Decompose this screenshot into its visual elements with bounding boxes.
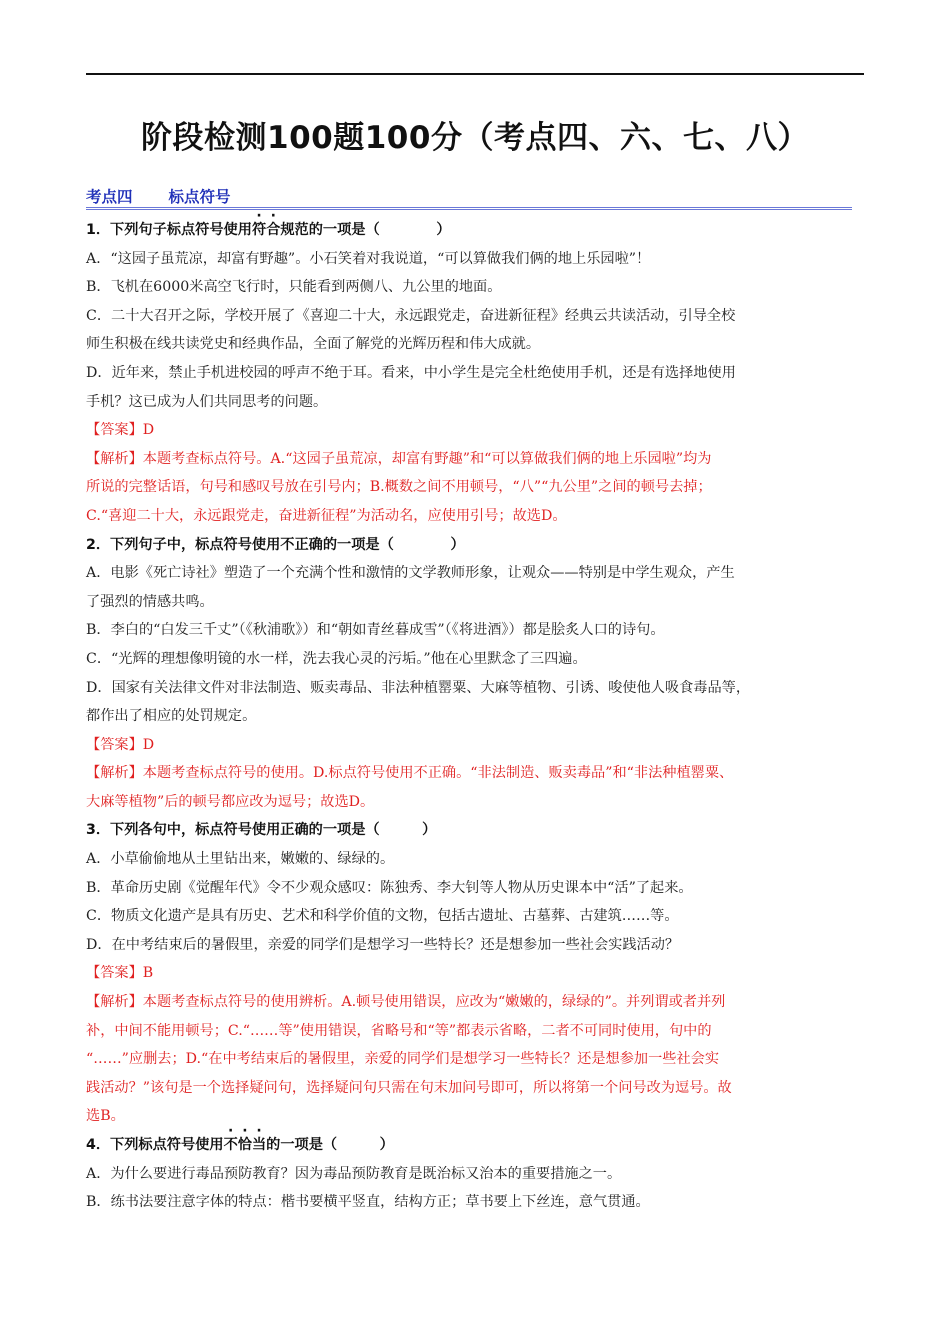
- question-1-option-c-cont: 师生积极在线共读党史和经典作品，全面了解党的光辉历程和伟大成就。: [86, 336, 541, 353]
- question-3-option-b: B．革命历史剧《觉醒年代》令不少观众感叹：陈独秀、李大钊等人物从历史课本中“活”了起来。: [86, 879, 693, 896]
- header-rule: [86, 73, 864, 75]
- section-topic: 标点符号: [168, 188, 231, 206]
- question-3-answer: 【答案】B: [86, 965, 154, 982]
- question-3-analysis: 【解析】本题考查标点符号的使用辨析。A.顿号使用错误，应改为“嫩嫩的，绿绿的”。并列谓或者并列: [86, 994, 726, 1011]
- question-list: [86, 216, 866, 1217]
- question-4-option-b: B．练书法要注意字体的特点：楷书要横平竖直，结构方正；草书要上下丝连，意气贯通。: [86, 1194, 650, 1211]
- question-2-stem: 2．下列句子中，标点符号使用不正确的一项是（ ）: [86, 536, 465, 553]
- section-label: 考点四: [86, 188, 133, 206]
- question-2-option-d-cont: 都作出了相应的处罚规定。: [86, 708, 257, 725]
- question-1-analysis: 【解析】本题考查标点符号。A.“这园子虽荒凉，却富有野趣”和“可以算做我们俩的地上乐园啦”均为: [86, 450, 712, 467]
- question-2-analysis: 【解析】本题考查标点符号的使用。D.标点符号使用不正确。“非法制造、贩卖毒品”和“非法种植罂粟、: [86, 765, 734, 782]
- question-1-option-d: D．近年来，禁止手机进校园的呼声不绝于耳。看来，中小学生是完全杜绝使用手机，还是有选择地使用: [86, 364, 736, 381]
- question-3-analysis-cont: 践活动？”该句是一个选择疑问句，选择疑问句只需在句末加问号即可，所以将第一个问号改为逗号。故: [86, 1079, 732, 1096]
- question-1-stem: 1．下列句子标点符号使用符合规范的一项是（ ）: [86, 222, 451, 238]
- question-3-option-c: C．物质文化遗产是具有历史、艺术和科学价值的文物，包括古遗址、古墓葬、古建筑……等。: [86, 908, 679, 925]
- question-2-option-a: A．电影《死亡诗社》塑造了一个充满个性和激情的文学教师形象，让观众——特别是中学生观众，产生: [86, 565, 735, 582]
- question-1-option-b: B．飞机在6000米高空飞行时，只能看到两侧八、九公里的地面。: [86, 279, 502, 296]
- question-4-stem: 4．下列标点符号使用不恰当的一项是（ ）: [86, 1137, 394, 1153]
- emphasis-char: 符: [251, 222, 267, 238]
- question-3-analysis-cont: 补，中间不能用顿号；C.“……等”使用错误，省略号和“等”都表示省略，二者不可同时使用，句中的: [86, 1022, 712, 1039]
- section-heading: [86, 185, 852, 210]
- question-1-analysis-cont: C.“喜迎二十大，永远跟党走，奋进新征程”为活动名，应使用引号；故选D。: [86, 507, 567, 524]
- question-2-option-c: C．“光辉的理想像明镜的水一样，洗去我心灵的污垢。”他在心里默念了三四遍。: [86, 650, 587, 667]
- question-1-option-c: C．二十大召开之际，学校开展了《喜迎二十大，永远跟党走，奋进新征程》经典云共读活动，引导全校: [86, 307, 736, 324]
- emphasis-char: 当: [251, 1137, 267, 1153]
- emphasis-char: 合: [266, 222, 281, 238]
- question-2-option-b: B．李白的“白发三千丈”（《秋浦歌》）和“朝如青丝暮成雪”（《将进酒》）都是脍炙人口的诗句。: [86, 622, 665, 639]
- question-3-option-a: A．小草偷偷地从土里钻出来，嫩嫩的、绿绿的。: [86, 851, 395, 868]
- question-3-option-d: D．在中考结束后的暑假里，亲爱的同学们是想学习一些特长？还是想参加一些社会实践活动？: [86, 936, 680, 953]
- page-title: 阶段检测100题100分（考点四、六、七、八）: [141, 120, 809, 156]
- emphasis-char: 恰: [237, 1137, 252, 1153]
- question-2-option-a-cont: 了强烈的情感共鸣。: [86, 593, 214, 610]
- question-1-answer: 【答案】D: [86, 422, 155, 439]
- question-1-option-a: A．“这园子虽荒凉，却富有野趣”。小石笑着对我说道，“可以算做我们俩的地上乐园啦”！: [86, 250, 651, 267]
- emphasis-char: 不: [223, 1137, 238, 1153]
- question-2-answer: 【答案】D: [86, 736, 155, 753]
- question-2-option-d: D．国家有关法律文件对非法制造、贩卖毒品、非法种植罂粟、大麻等植物、引诱、唆使他人吸食毒品等，: [86, 679, 751, 696]
- question-1-analysis-cont: 所说的完整话语，句号和感叹号放在引号内；B.概数之间不用顿号，“八”“九公里”之间的顿号去掉；: [86, 479, 712, 496]
- question-1-option-d-cont: 手机？这已成为人们共同思考的问题。: [86, 393, 328, 410]
- question-3-stem: 3．下列各句中，标点符号使用正确的一项是（ ）: [86, 822, 437, 839]
- question-2-analysis-cont: 大麻等植物”后的顿号都应改为逗号；故选D。: [86, 793, 375, 810]
- question-3-analysis-cont: “……”应删去；D.“在中考结束后的暑假里，亲爱的同学们是想学习一些特长？还是想参加一些社会实: [86, 1051, 720, 1068]
- question-3-analysis-cont: 选B。: [86, 1108, 125, 1125]
- question-4-option-a: A．为什么要进行毒品预防教育？因为毒品预防教育是既治标又治本的重要措施之一。: [86, 1165, 622, 1182]
